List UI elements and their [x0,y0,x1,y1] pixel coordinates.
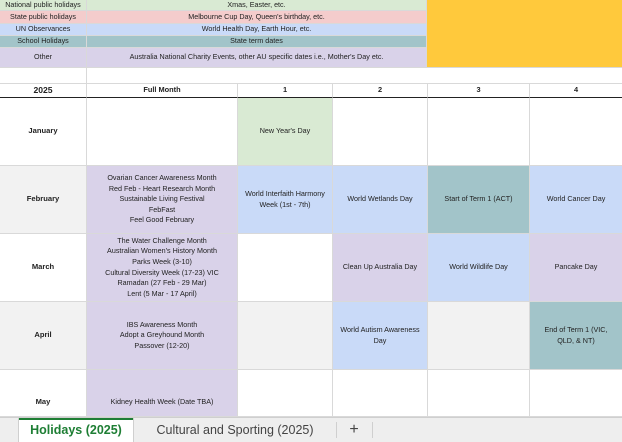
month-label-april[interactable]: April [0,302,87,370]
full-month-event: IBS Awareness Month [126,319,198,329]
day-cell[interactable] [333,98,428,166]
full-month-event: Parks Week (3-10) [132,256,192,266]
full-month-event: Cultural Diversity Week (17-23) VIC [105,267,219,277]
day-cell[interactable] [333,370,428,417]
day-cell[interactable] [238,302,333,370]
legend-example-national[interactable]: Xmas, Easter, etc. [87,0,427,11]
full-month-cell-february[interactable] [87,166,238,234]
event-world-wildlife-day[interactable]: World Wildlife Day [428,234,530,302]
day-header-4[interactable]: 4 [530,84,622,98]
full-month-header[interactable]: Full Month [87,84,238,98]
year-header[interactable]: 2025 [0,84,87,98]
tab-cultural-and-sporting-2025[interactable]: Cultural and Sporting (2025) [156,423,314,437]
full-month-event: Passover (12-20) [134,340,190,350]
day-cell[interactable] [428,370,530,417]
day-header-3[interactable]: 3 [428,84,530,98]
full-month-cell-january[interactable] [87,98,238,166]
day-cell[interactable] [428,98,530,166]
month-label-may[interactable]: May [0,370,87,417]
event-world-autism-awareness-day[interactable]: World Autism Awareness Day [333,302,428,370]
month-label-february[interactable]: February [0,166,87,234]
add-sheet-button[interactable]: + [349,421,359,438]
spacer-cell[interactable] [0,68,87,84]
full-month-cell-april[interactable] [87,302,238,370]
full-month-event: Australian Women's History Month [107,246,217,256]
day-cell[interactable] [238,234,333,302]
full-month-event: Adopt a Greyhound Month [119,330,205,340]
legend-example-school[interactable]: State term dates [87,36,427,48]
tab-separator [336,422,337,438]
tab-separator [372,422,373,438]
full-month-event: Ovarian Cancer Awareness Month [107,173,217,183]
sheet-tab-bar [0,417,622,442]
event-pancake-day[interactable]: Pancake Day [530,234,622,302]
legend-example-other[interactable]: Australia National Charity Events, other AU specific dates i.e., Mother's Day etc. [87,48,427,68]
month-label-january[interactable]: January [0,98,87,166]
legend-label-school[interactable]: School Holidays [0,36,87,48]
full-month-event: Sustainable Living Festival [119,194,205,204]
event-end-of-term-1[interactable]: End of Term 1 (VIC, QLD, & NT) [530,302,622,370]
legend-label-national[interactable]: National public holidays [0,0,87,11]
full-month-event: The Water Challenge Month [117,235,207,245]
event-clean-up-australia-day[interactable]: Clean Up Australia Day [333,234,428,302]
event-world-wetlands-day[interactable]: World Wetlands Day [333,166,428,234]
full-month-event: Lent (5 Mar - 17 April) [127,288,197,298]
full-month-event: FebFast [148,204,176,214]
event-start-of-term-1-act[interactable]: Start of Term 1 (ACT) [428,166,530,234]
event-new-years-day[interactable]: New Year's Day [238,98,333,166]
event-world-cancer-day[interactable]: World Cancer Day [530,166,622,234]
full-month-cell-may[interactable]: Kidney Health Week (Date TBA) [87,370,238,417]
day-header-2[interactable]: 2 [333,84,428,98]
day-cell[interactable] [428,302,530,370]
full-month-event: Red Feb - Heart Research Month [108,183,216,193]
legend-example-un[interactable]: World Health Day, Earth Hour, etc. [87,24,427,36]
legend-label-state[interactable]: State public holidays [0,11,87,24]
spacer-cell[interactable] [87,68,622,84]
tab-holidays-2025[interactable]: Holidays (2025) [18,418,134,442]
month-label-march[interactable]: March [0,234,87,302]
event-world-interfaith-harmony-week[interactable]: World Interfaith Harmony Week (1st - 7th) [238,166,333,234]
full-month-event: Ramadan (27 Feb - 29 Mar) [117,278,207,288]
full-month-cell-march[interactable] [87,234,238,302]
yellow-filled-cell[interactable] [427,0,622,68]
day-cell[interactable] [530,370,622,417]
legend-label-other[interactable]: Other [0,48,87,68]
day-cell[interactable] [530,98,622,166]
legend-example-state[interactable]: Melbourne Cup Day, Queen's birthday, etc. [87,11,427,24]
legend-label-un[interactable]: UN Observances [0,24,87,36]
day-cell[interactable] [238,370,333,417]
full-month-event: Feel Good February [129,215,195,225]
day-header-1[interactable]: 1 [238,84,333,98]
